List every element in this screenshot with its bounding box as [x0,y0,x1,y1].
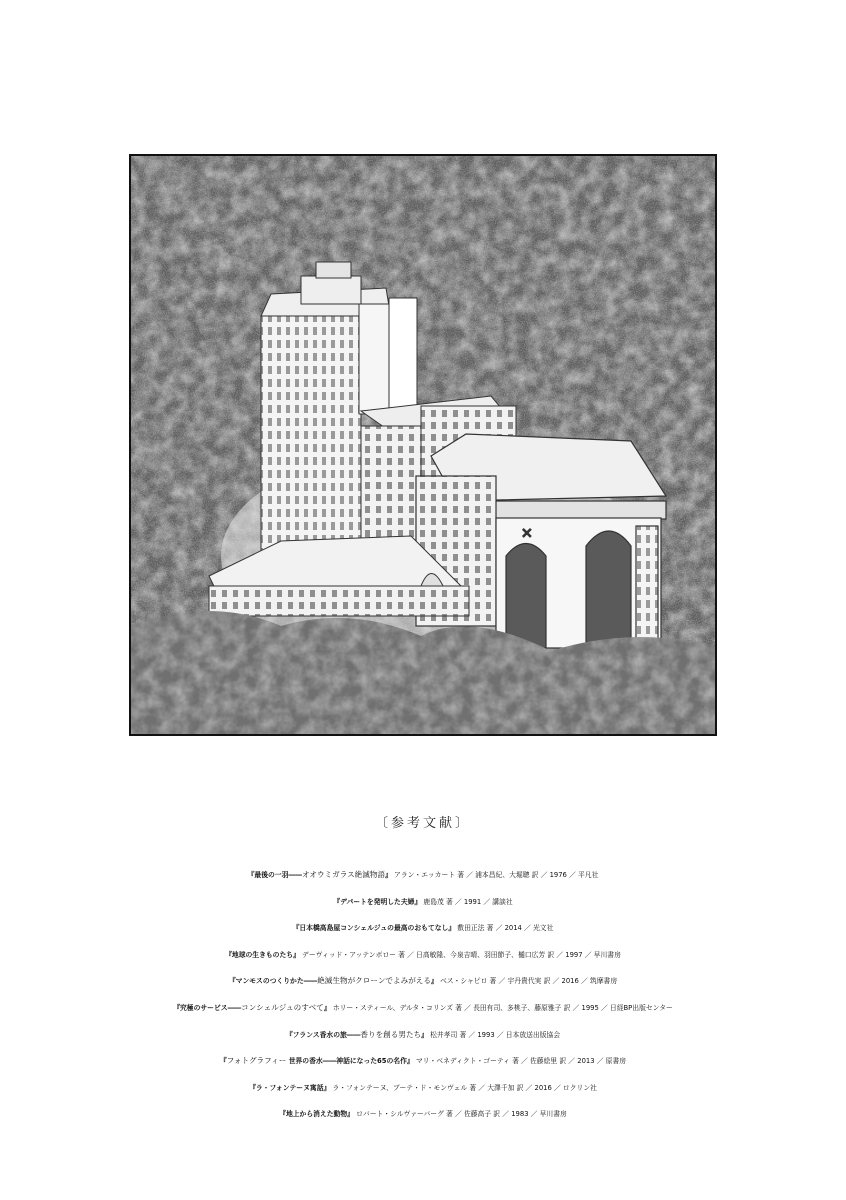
reference-details: 松井孝司 著 ／ 1993 ／ 日本放送出版協会 [427,1030,561,1039]
reference-title-end: 世界の香水――神話になった65の名作』 [286,1057,414,1066]
reference-title: 『 [219,1057,227,1066]
reference-title: 『日本橋高島屋コンシェルジュの最高のおもてなし』 [292,924,456,933]
reference-subtitle: フォトグラフィー [226,1056,287,1066]
reference-item [0,862,846,889]
reference-item [0,1022,846,1049]
references-heading: 〔参考文献〕 [374,816,471,831]
reference-details: 鹿島茂 著 ／ 1991 ／ 講談社 [421,897,513,906]
reference-title: 『最後の一羽―― [247,871,302,879]
reference-title: 『究極のサービス―― [173,1003,242,1012]
reference-title: 『地球の生きものたち』 [225,950,300,959]
reference-item [0,1075,846,1102]
reference-item [0,915,846,942]
reference-title: 『地上から消えた動物』 [279,1110,354,1119]
reference-title-end: 』 [430,977,438,986]
reference-title-end: 』 [323,1003,331,1012]
reference-title: 『マンモスのつくりかた―― [228,977,318,986]
reference-title: 『ラ・フォンテーヌ寓話』 [249,1083,331,1092]
reference-title-end: 』 [385,871,392,879]
reference-details: デーヴィッド・アッテンボロー 著 ／ 日高敏隆、今泉吉晴、羽田節子、樋口広芳 訳 ／ 1997 ／ 早川書房 [299,950,621,959]
reference-details: ベス・シャピロ 著 ／ 宇丹貴代実 訳 ／ 2016 ／ 筑摩書房 [437,977,618,986]
reference-subtitle: 香りを創る男たち [360,1029,422,1039]
reference-subtitle: 絶滅生物がクローンでよみがえる [317,976,431,986]
reference-item [0,1101,846,1128]
reference-details: ホリー・スティール、デルタ・コリンズ 著 ／ 長田有司、多桃子、藤原雅子 訳 ／ 1995 ／ 日経BP出版センター [330,1003,673,1012]
reference-item [0,942,846,969]
reference-title: 『デパートを発明した夫婦』 [333,897,422,906]
references-list [0,862,846,1128]
reference-details: 敷田正法 著 ／ 2014 ／ 光文社 [455,924,554,933]
reference-subtitle: コンシェルジュのすべて [241,1002,324,1012]
reference-details: マリ・ベネディクト・ゴーティ 著 ／ 佐藤絵里 訳 ／ 2013 ／ 原書房 [413,1057,627,1066]
reference-item [0,1048,846,1075]
reference-subtitle: オオウミガラス絶滅物語 [301,870,386,879]
reference-item [0,968,846,995]
reference-details: アラン・エッカート 著 ／ 浦本昌紀、大堀聰 訳 ／ 1976 ／ 平凡社 [391,871,599,879]
reference-item [0,889,846,916]
reference-details: ロバート・シルヴァーバーグ 著 ／ 佐藤高子 訳 ／ 1983 ／ 早川書房 [353,1110,567,1119]
reference-item [0,995,846,1022]
svg-text:✕: ✕ [521,526,533,542]
reference-details: ラ・フォンテーヌ、ブーテ・ド・モンヴェル 著 ／ 大澤千加 訳 ／ 2016 ／ ロクリン社 [330,1083,597,1092]
forest-building-illustration [129,154,717,736]
reference-title-end: 』 [421,1030,428,1039]
reference-title: 『フランス香水の旅―― [285,1030,361,1039]
